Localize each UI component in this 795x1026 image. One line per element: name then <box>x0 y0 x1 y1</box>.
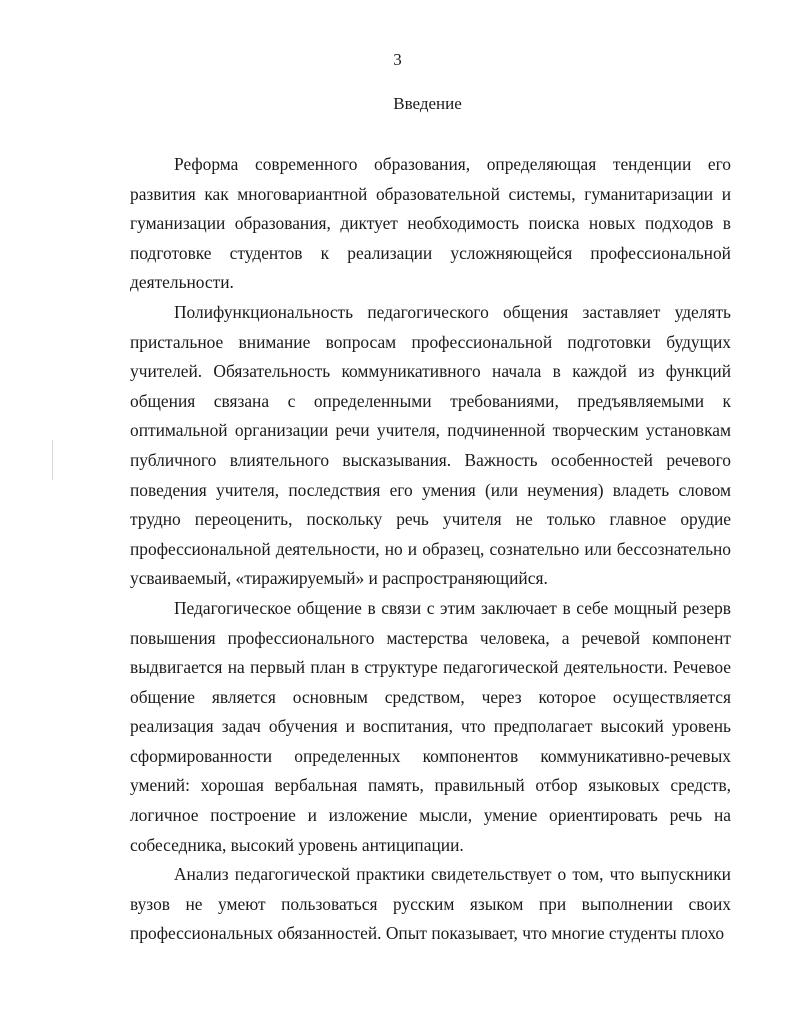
paragraph-1: Реформа современного образования, определяющая тенденции его развития как многовариантной образовательной системы, гуманитаризации и гуманизации образования, диктует необходимость поиска новых подходов в подготовке студентов к реализации усложняющейся профессиональной деятельности. <box>130 154 731 293</box>
scan-margin-mark <box>52 440 53 480</box>
paragraph-4: Анализ педагогической практики свидетельствует о том, что выпускники вузов не умеют пользоваться русским языком при выполнении своих профессиональных обязанностей. Опыт показывает, что многие студенты плохо <box>130 864 731 944</box>
section-title: Введение <box>393 94 462 113</box>
paragraph-3: Педагогическое общение в связи с этим заключает в себе мощный резерв повышения профессионального мастерства человека, а речевой компонент выдвигается на первый план в структуре педагогической деятельности. Речевое общение является основным средством, через которое осуществляется реализация задач обучения и воспитания, что предполагает высокий уровень сформированности определенных компонентов коммуникативно-речевых умений: хорошая вербальная память, правильный отбор языковых средств, логичное построение и изложение мысли, умение ориентировать речь на собеседника, высокий уровень антиципации. <box>130 597 731 855</box>
paragraph-2: Полифункциональность педагогического общения заставляет уделять пристальное внимание вопросам профессиональной подготовки будущих учителей. Обязательность коммуникативного начала в каждой из функций общения связана с определенными требованиями, предъявляемыми к оптимальной организации речи учителя, подчиненной творческим установкам публичного влиятельного высказывания. Важность особенностей речевого поведения учителя, последствия его умения (или неумения) владеть словом трудно переоценить, поскольку речь учителя не только главное орудие профессиональной деятельности, но и образец, сознательно или бессознательно усваиваемый, «тиражируемый» и распространяющийся. <box>130 301 731 589</box>
body-text <box>130 150 731 949</box>
page-number: 3 <box>393 50 402 69</box>
